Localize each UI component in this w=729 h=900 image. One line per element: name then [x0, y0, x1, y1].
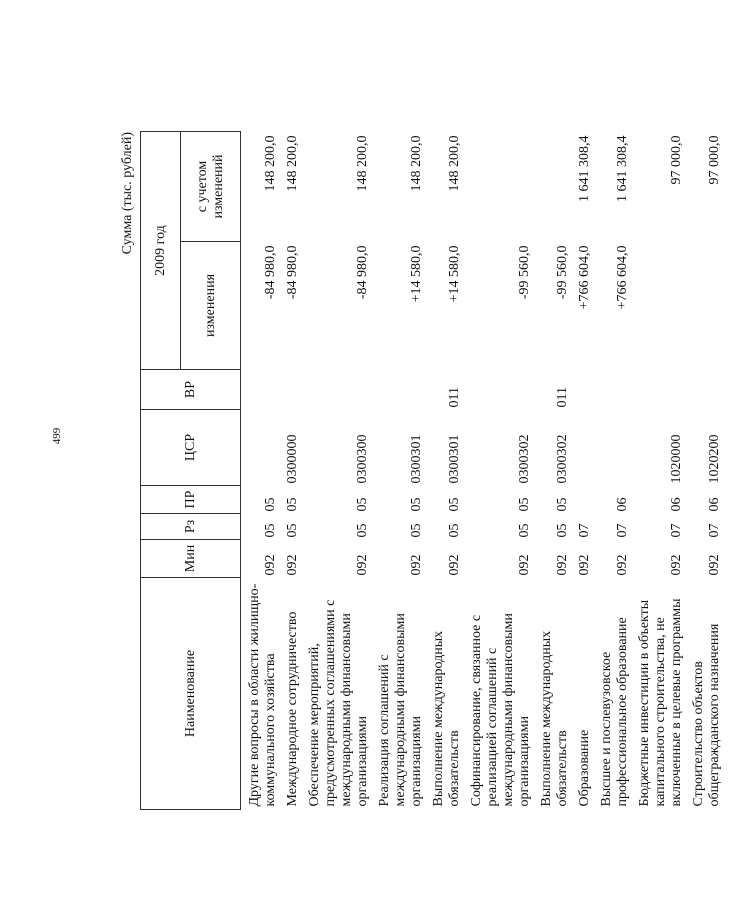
- cell-min: 092: [615, 554, 630, 576]
- cell-csr: 0300301: [409, 434, 424, 484]
- cell-name: Реализация соглашений с международными финансовыми организациями: [377, 613, 424, 807]
- cell-name: Обеспечение мероприятий, предусмотренных соглашениями с международными финансовыми организациями: [307, 599, 370, 807]
- budget-table: [140, 131, 729, 810]
- header-csr: ЦСР: [141, 410, 241, 486]
- cell-with-change: 148 200,0: [263, 135, 278, 192]
- cell-name: Выполнение международных обязательств: [431, 630, 462, 807]
- cell-csr: 0300300: [355, 434, 370, 484]
- cell-name: Выполнение международных обязательств: [539, 630, 570, 807]
- cell-vr: [637, 370, 691, 410]
- cell-csr: 0300000: [285, 434, 300, 484]
- table-row: [599, 132, 637, 810]
- cell-vr: [241, 370, 286, 410]
- cell-pr: 05: [285, 497, 300, 512]
- cell-rz: 07: [615, 523, 630, 538]
- header-name: Наименование: [141, 578, 241, 810]
- cell-with-change: 148 200,0: [447, 135, 462, 192]
- header-pr: ПР: [141, 486, 241, 514]
- cell-min: 092: [517, 554, 532, 576]
- cell-vr: [599, 370, 637, 410]
- cell-rz: 05: [517, 523, 532, 538]
- table-row: [377, 132, 431, 810]
- header-rz: Рз: [141, 514, 241, 540]
- page-number: 499: [51, 427, 63, 445]
- table-body: [241, 132, 729, 810]
- cell-min: 092: [285, 554, 300, 576]
- cell-change: +14 580,0: [409, 245, 424, 303]
- cell-min: 092: [447, 554, 462, 576]
- cell-pr: 06: [707, 497, 722, 512]
- cell-change: +14 580,0: [447, 245, 462, 303]
- cell-rz: 07: [669, 523, 684, 538]
- cell-name: Бюджетные инвестиции в объекты капитального строительства, не включенные в целевые программы: [637, 598, 684, 807]
- header-vr: ВР: [141, 370, 241, 410]
- cell-vr: [469, 370, 539, 410]
- header-min: Мин: [141, 540, 241, 578]
- cell-with-change: 148 200,0: [285, 135, 300, 192]
- cell-vr: [307, 370, 377, 410]
- cell-with-change: 148 200,0: [409, 135, 424, 192]
- cell-min: 092: [263, 554, 278, 576]
- cell-change: [637, 242, 691, 370]
- cell-csr: [599, 410, 637, 486]
- cell-csr: 0300302: [555, 434, 570, 484]
- cell-pr: 05: [355, 497, 370, 512]
- cell-rz: 05: [409, 523, 424, 538]
- cell-change: -84 980,0: [355, 245, 370, 300]
- cell-change: -84 980,0: [263, 245, 278, 300]
- cell-min: 092: [577, 554, 592, 576]
- cell-pr: 05: [263, 497, 278, 512]
- cell-with-change: 1 641 308,4: [615, 135, 630, 202]
- cell-name: Высшее и послевузовское профессиональное образование: [599, 617, 630, 807]
- cell-name: Софинансирование, связанное с реализацией соглашений с международными финансовыми организациями: [469, 613, 532, 807]
- header-change: изменения: [181, 242, 241, 370]
- cell-change: -84 980,0: [285, 245, 300, 300]
- cell-min: 092: [555, 554, 570, 576]
- cell-pr: [577, 486, 599, 514]
- cell-name: Образование: [577, 729, 592, 807]
- cell-pr: 05: [555, 497, 570, 512]
- cell-pr: 05: [447, 497, 462, 512]
- cell-csr: 1020200: [707, 434, 722, 484]
- table-row: [577, 132, 599, 810]
- cell-vr: 011: [447, 387, 462, 408]
- cell-name: Строительство объектов общегражданского назначения: [691, 623, 722, 807]
- cell-change: +766 604,0: [577, 245, 592, 310]
- table-row: [469, 132, 539, 810]
- cell-with-change: 1 641 308,4: [577, 135, 592, 202]
- cell-pr: 05: [409, 497, 424, 512]
- header-with-change: с учетом изменений: [181, 132, 241, 242]
- cell-csr: 1020000: [669, 434, 684, 484]
- cell-rz: 05: [285, 523, 300, 538]
- table-row: [241, 132, 286, 810]
- cell-csr: 0300301: [447, 434, 462, 484]
- cell-rz: 05: [555, 523, 570, 538]
- cell-csr: [241, 410, 286, 486]
- cell-name: Другие вопросы в области жилищно-коммунального хозяйства: [247, 583, 278, 807]
- cell-rz: 05: [447, 523, 462, 538]
- cell-change: -99 560,0: [517, 245, 532, 300]
- cell-rz: 07: [577, 523, 592, 538]
- cell-min: 092: [409, 554, 424, 576]
- units-label: Сумма (тыс. рублей): [120, 132, 135, 255]
- cell-name: Международное сотрудничество: [285, 611, 300, 807]
- cell-change: +766 604,0: [615, 245, 630, 310]
- cell-vr: [285, 370, 307, 410]
- table-row: [637, 132, 691, 810]
- cell-csr: [577, 410, 599, 486]
- cell-min: 092: [707, 554, 722, 576]
- cell-with-change: 97 000,0: [669, 135, 684, 185]
- cell-min: 092: [669, 554, 684, 576]
- cell-pr: 06: [615, 497, 630, 512]
- rotated-page: [100, 120, 722, 810]
- cell-rz: 05: [263, 523, 278, 538]
- header-year: 2009 год: [141, 132, 181, 370]
- cell-with-change: 148 200,0: [355, 135, 370, 192]
- table-row: [285, 132, 307, 810]
- table-row: [691, 132, 729, 810]
- table-row: [307, 132, 377, 810]
- cell-pr: 06: [669, 497, 684, 512]
- cell-change: -99 560,0: [555, 245, 570, 300]
- table-row: [431, 132, 469, 810]
- cell-min: 092: [355, 554, 370, 576]
- cell-with-change: [469, 132, 539, 242]
- cell-csr: 0300302: [517, 434, 532, 484]
- cell-vr: [691, 370, 729, 410]
- cell-vr: 011: [555, 387, 570, 408]
- cell-pr: 05: [517, 497, 532, 512]
- table-row: [539, 132, 577, 810]
- cell-change: [691, 242, 729, 370]
- cell-rz: 05: [355, 523, 370, 538]
- cell-vr: [577, 370, 599, 410]
- cell-vr: [377, 370, 431, 410]
- cell-with-change: [539, 132, 577, 242]
- cell-rz: 07: [707, 523, 722, 538]
- cell-with-change: 97 000,0: [707, 135, 722, 185]
